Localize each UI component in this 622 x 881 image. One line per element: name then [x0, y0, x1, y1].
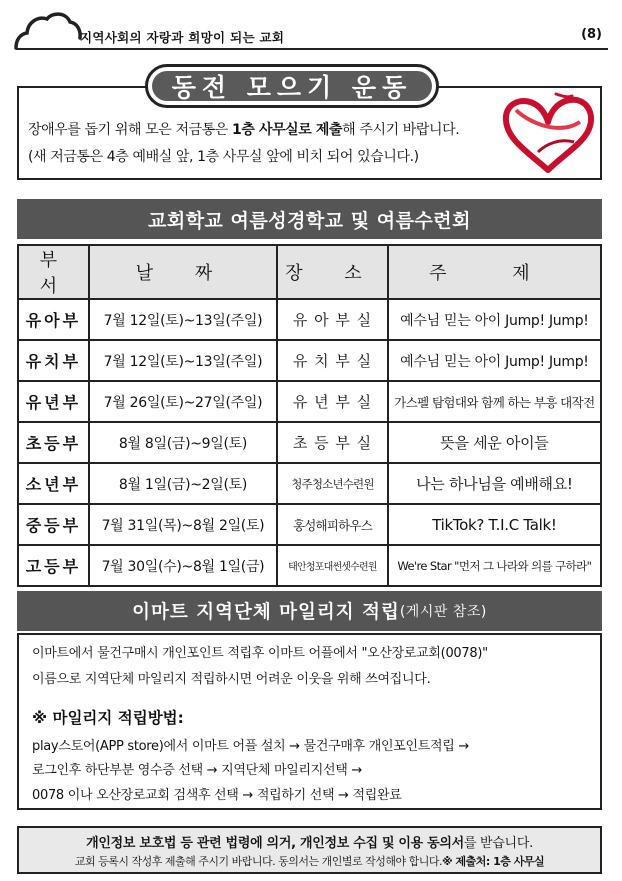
summer-bible-table [17, 244, 602, 587]
dept-cell: 소년부 [18, 463, 89, 504]
emart-title-note: (게시판 참조) [399, 604, 487, 620]
table-row [18, 504, 601, 545]
coin-campaign-line1: 장애우를 돕기 위해 모은 저금통은 1층 사무실로 제출해 주시기 바랍니다. [28, 122, 460, 138]
date-cell: 8월 1일(금)~2일(토) [89, 463, 277, 504]
emart-line1: 이마트에서 물건구매시 개인포인트 적립후 이마트 어플에서 "오산장로교회(0078)" [32, 646, 488, 661]
topic-cell: 나는 하나님을 예배해요! [388, 463, 601, 504]
date-cell: 7월 30일(수)~8월 1일(금) [89, 545, 277, 586]
emart-step3: 0078 이나 오산장로교회 검색후 선택 → 적립하기 선택 → 적립완료 [32, 788, 402, 803]
coin-campaign-title: 동전 모으기 운동 [152, 71, 432, 101]
date-cell: 7월 26일(토)~27일(주일) [89, 381, 277, 422]
emart-line2: 이름으로 지역단체 마일리지 적립하시면 어려운 이웃을 위해 쓰여집니다. [32, 672, 431, 687]
topic-cell: 예수님 믿는 아이 Jump! Jump! [388, 299, 601, 340]
place-cell: 초 등 부 실 [277, 422, 388, 463]
table-row [18, 545, 601, 586]
table-row [18, 463, 601, 504]
place-cell: 유 아 부 실 [277, 299, 388, 340]
dept-cell: 초등부 [18, 422, 89, 463]
date-cell: 7월 12일(토)~13일(주일) [89, 299, 277, 340]
date-cell: 8월 8일(금)~9일(토) [89, 422, 277, 463]
privacy-line1: 개인정보 보호법 등 관련 법령에 의거, 개인정보 수집 및 이용 동의서를 받습니다. [86, 836, 533, 851]
column-header-place: 장 소 [277, 245, 388, 299]
table-row [18, 340, 601, 381]
emart-title-bar [17, 591, 602, 631]
cloud-icon [14, 10, 84, 50]
date-cell: 7월 12일(토)~13일(주일) [89, 340, 277, 381]
column-header-dept: 부 서 [18, 245, 89, 299]
column-header-topic: 주 제 [388, 245, 601, 299]
place-cell: 유 치 부 실 [277, 340, 388, 381]
place-cell: 유 년 부 실 [277, 381, 388, 422]
topic-cell: We're Star "먼저 그 나라와 의를 구하라" [388, 545, 601, 586]
page-header [14, 10, 608, 50]
topic-cell: 가스펠 탐험대와 함께 하는 부흥 대작전 [388, 381, 601, 422]
table-row [18, 299, 601, 340]
page-number: (8) [581, 27, 602, 42]
date-cell: 7월 31일(목)~8월 2일(토) [89, 504, 277, 545]
topic-cell: TikTok? T.I.C Talk! [388, 504, 601, 545]
privacy-notice [17, 826, 602, 874]
dept-cell: 유치부 [18, 340, 89, 381]
emart-step2: 로그인후 하단부분 영수증 선택 → 지역단체 마일리지선택 → [32, 763, 362, 778]
column-header-date: 날 짜 [89, 245, 277, 299]
topic-cell: 예수님 믿는 아이 Jump! Jump! [388, 340, 601, 381]
coin-campaign-line2: (새 저금통은 4층 예배실 앞, 1층 사무실 앞에 비치 되어 있습니다.) [28, 149, 419, 165]
header-title: 지역사회의 자랑과 희망이 되는 교회 [80, 30, 285, 45]
summer-bible-title: 교회학교 여름성경학교 및 여름수련회 [17, 199, 602, 239]
emart-step1: play스토어(APP store)에서 이마트 어플 설치 → 물건구매후 개인포인트적립 → [32, 739, 469, 754]
coin-campaign-title-badge [145, 64, 439, 108]
place-cell: 청주청소년수련원 [277, 463, 388, 504]
emart-method-heading: ※ 마일리지 적립방법: [32, 709, 184, 727]
emart-title: 이마트 지역단체 마일리지 적립 [132, 602, 400, 623]
topic-cell: 뜻을 세운 아이들 [388, 422, 601, 463]
dept-cell: 유아부 [18, 299, 89, 340]
table-row [18, 422, 601, 463]
dept-cell: 중등부 [18, 504, 89, 545]
coin-campaign-highlight: 1층 사무실로 제출 [232, 122, 343, 138]
ribbon-heart-icon [498, 92, 598, 174]
place-cell: 태안청포대썬셋수련원 [277, 545, 388, 586]
dept-cell: 고등부 [18, 545, 89, 586]
table-header-row [18, 245, 601, 299]
place-cell: 홍성해피하우스 [277, 504, 388, 545]
header-divider [16, 48, 608, 50]
privacy-line2: 교회 등록시 작성후 제출해 주시기 바랍니다. 동의서는 개인별로 작성해야 합니다.※ 제출처: 1층 사무실 [74, 855, 545, 868]
privacy-submit-location: ※ 제출처: 1층 사무실 [442, 855, 545, 868]
table-row [18, 381, 601, 422]
dept-cell: 유년부 [18, 381, 89, 422]
